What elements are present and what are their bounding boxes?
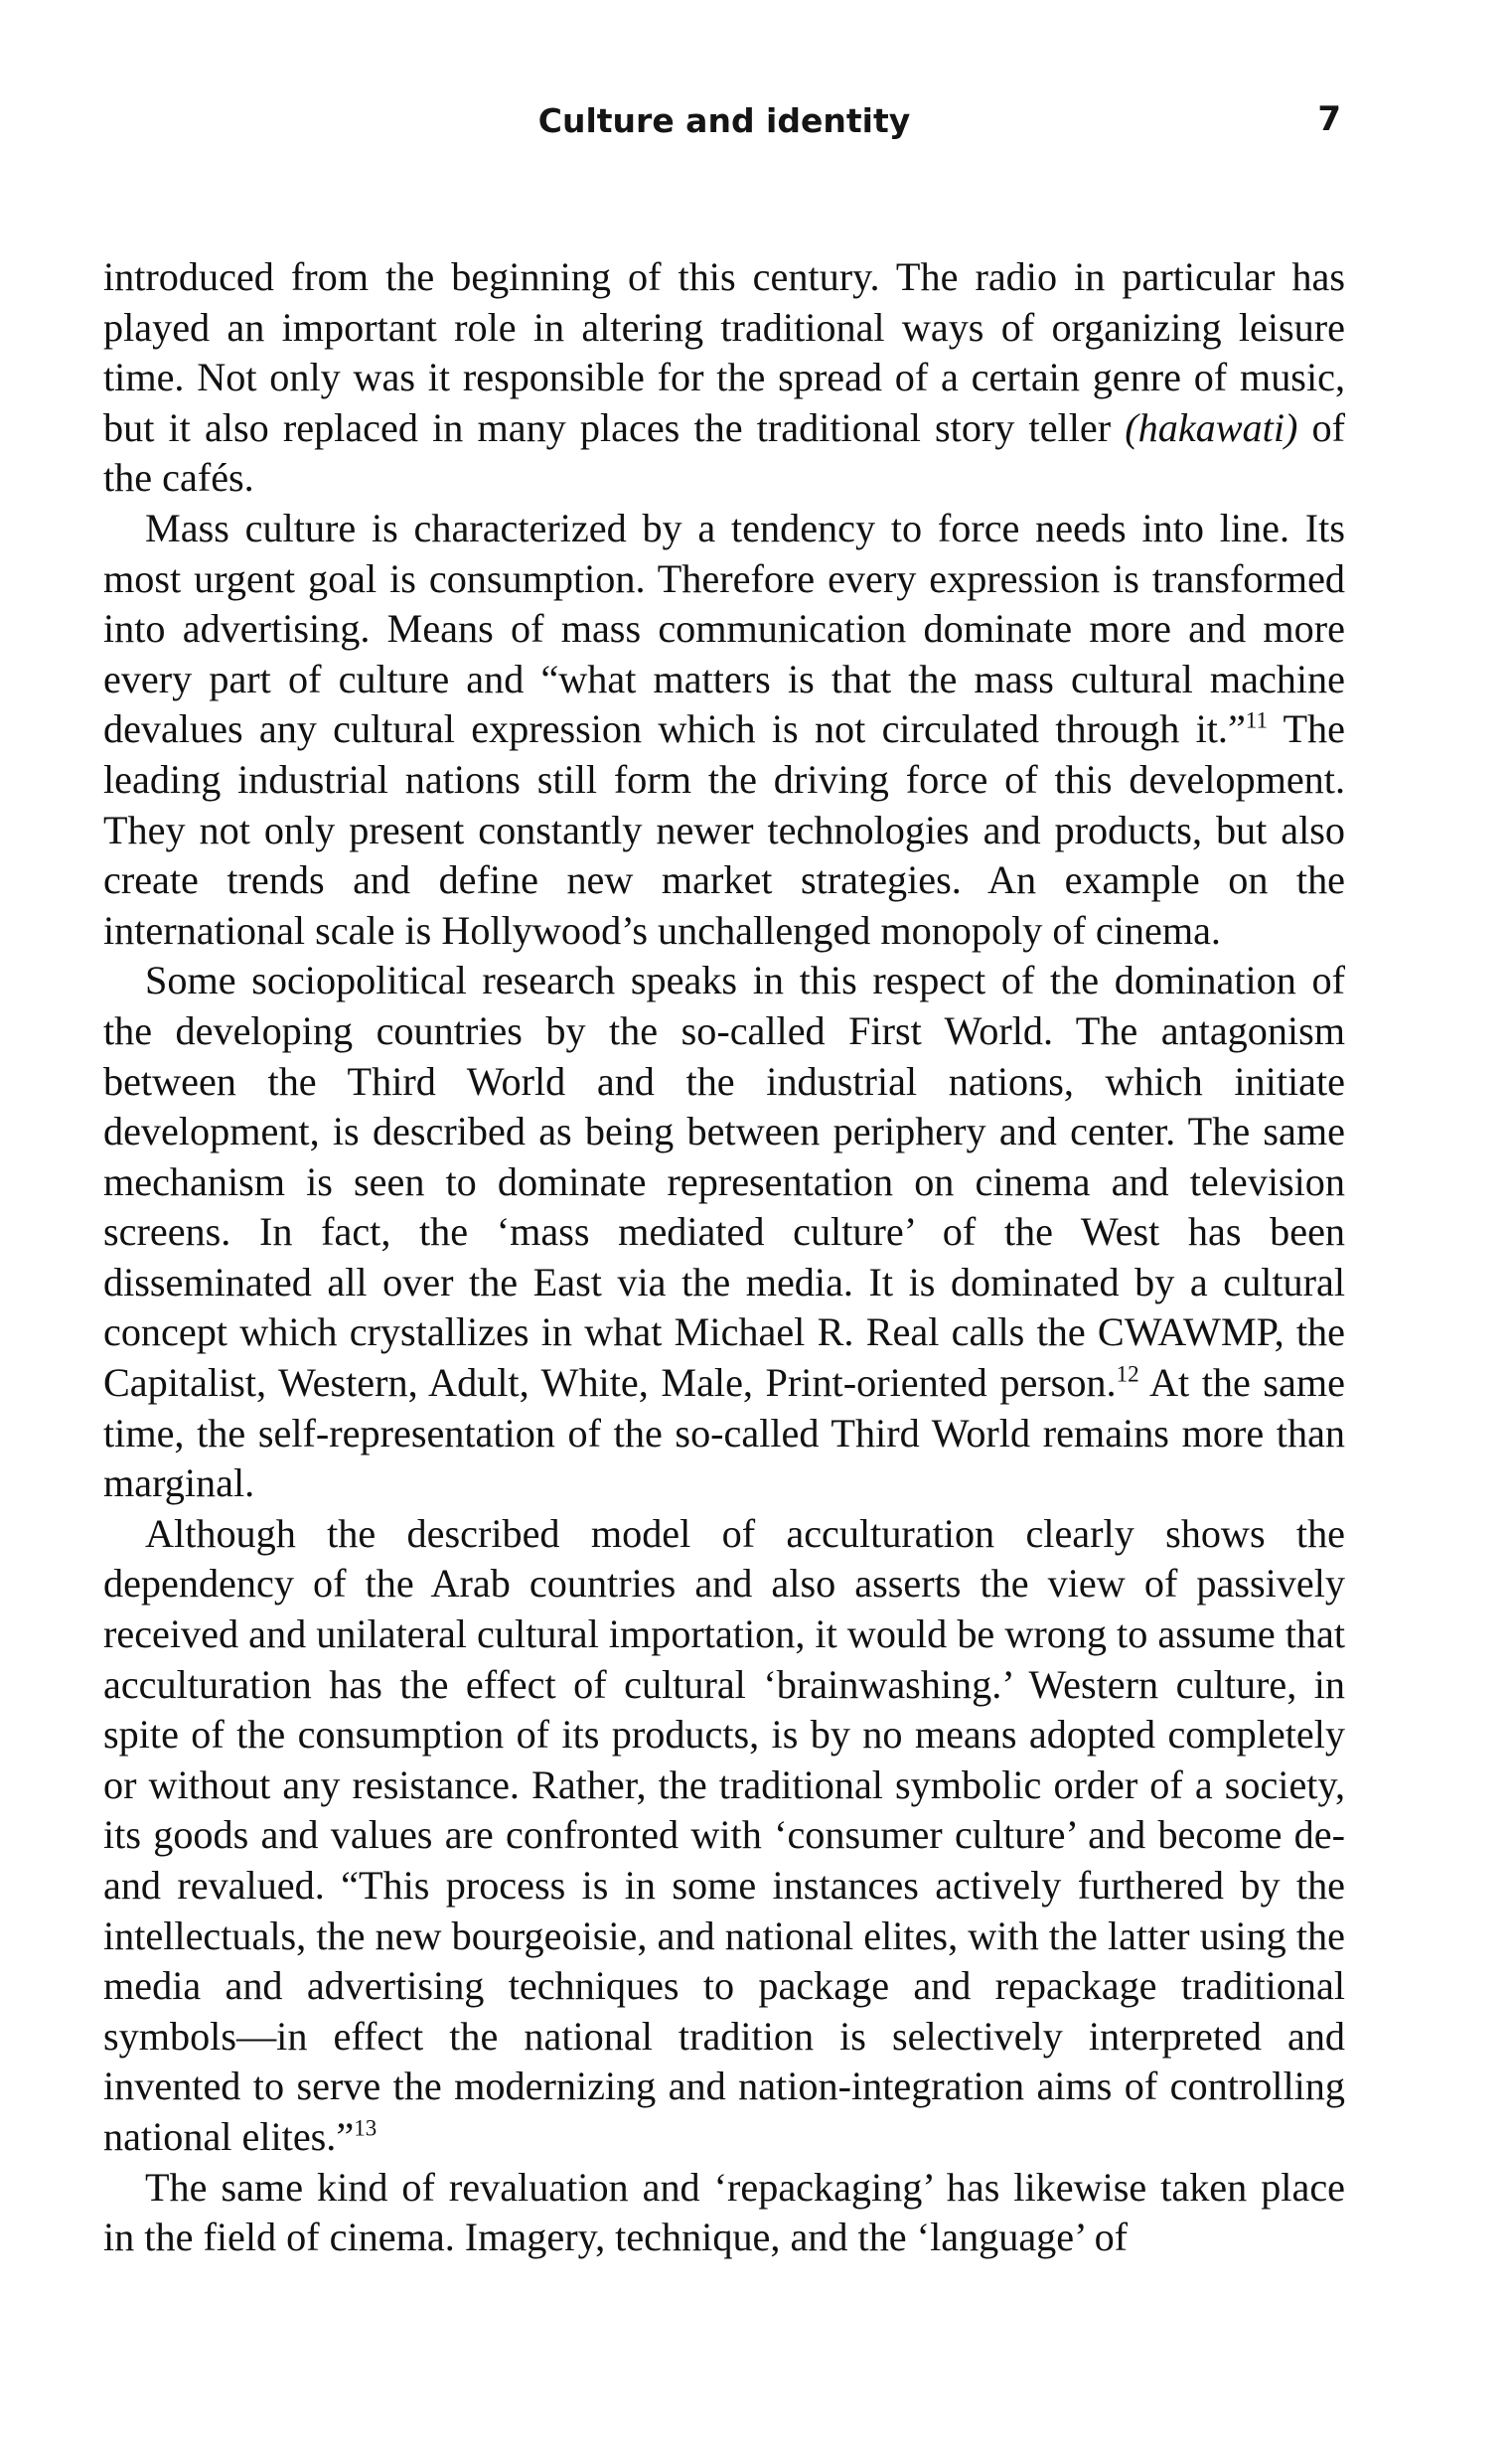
- paragraph-1: [103, 252, 1345, 504]
- footnote-ref-11: 11: [1245, 707, 1268, 733]
- footnote-ref-12: 12: [1116, 1361, 1139, 1387]
- page-number: 7: [1317, 99, 1341, 139]
- paragraph-2-text-end: The leading industrial nations still form the driving force of this development. They not only present constantly newer technologies and products, but also create trends and define new market strategies. An example on the international scale is Hollywood’s unchallenged monopoly of cinema.: [103, 706, 1345, 953]
- paragraph-5-text: The same kind of revaluation and ‘repackaging’ has likewise taken place in the field of cinema. Imagery, technique, and the ‘language’ of: [103, 2164, 1345, 2260]
- paragraph-1-text-end: of the cafés.: [103, 404, 1345, 501]
- paragraph-3-text: Some sociopolitical research speaks in this respect of the domination of the developing countries by the so-called First World. The antagonism between the Third World and the industrial nations, which initiate development, is described as being between periphery and center. The same mechanism is seen to dominate representation on cinema and television screens. In fact, the ‘mass mediated culture’ of the West has been disseminated all over the East via the media. It is dominated by a cultural concept which crystallizes in what Michael R. Real calls the CWAWMP, the Capitalist, Western, Adult, White, Male, Print-oriented person.: [103, 958, 1345, 1406]
- running-title: Culture and identity: [537, 101, 911, 140]
- paragraph-4: [103, 1509, 1345, 2163]
- book-page: [103, 95, 1345, 2263]
- footnote-ref-13: 13: [354, 2115, 378, 2141]
- paragraph-2-text: Mass culture is characterized by a tendency to force needs into line. Its most urgent goal is consumption. Therefore every expression is transformed into advertising. Means of mass communication dominate more and more every part of culture and “what matters is that the mass cultural machine devalues any cultural expression which is not circulated through it.”: [103, 505, 1345, 752]
- paragraph-3-text-end: At the same time, the self-representation of the so-called Third World remains more than marginal.: [103, 1360, 1345, 1506]
- paragraph-5: [103, 2163, 1345, 2263]
- paragraph-1-text: introduced from the beginning of this century. The radio in particular has played an important role in altering traditional ways of organizing leisure time. Not only was it responsible for the spread of a certain genre of music, but it also replaced in many places the traditional story teller: [103, 254, 1345, 450]
- paragraph-4-text: Although the described model of acculturation clearly shows the dependency of the Arab countries and also asserts the view of passively received and unilateral cultural importation, it would be wrong to assume that acculturation has the effect of cultural ‘brainwashing.’ Western culture, in spite of the consumption of its products, is by no means adopted completely or without any resistance. Rather, the traditional symbolic order of a society, its goods and values are confronted with ‘consumer culture’ and become de- and revalued. “This process is in some instances actively furthered by the intellectuals, the new bourgeoisie, and national elites, with the latter using the media and advertising techniques to package and repackage traditional symbols—in effect the national tradition is selectively interpreted and invented to serve the modernizing and nation-integration aims of controlling national elites.”: [103, 1510, 1345, 2159]
- hakawati-term: (hakawati): [1125, 404, 1298, 450]
- body-text: [103, 252, 1345, 2263]
- paragraph-3: [103, 956, 1345, 1509]
- running-head: [103, 95, 1345, 145]
- paragraph-2: [103, 504, 1345, 956]
